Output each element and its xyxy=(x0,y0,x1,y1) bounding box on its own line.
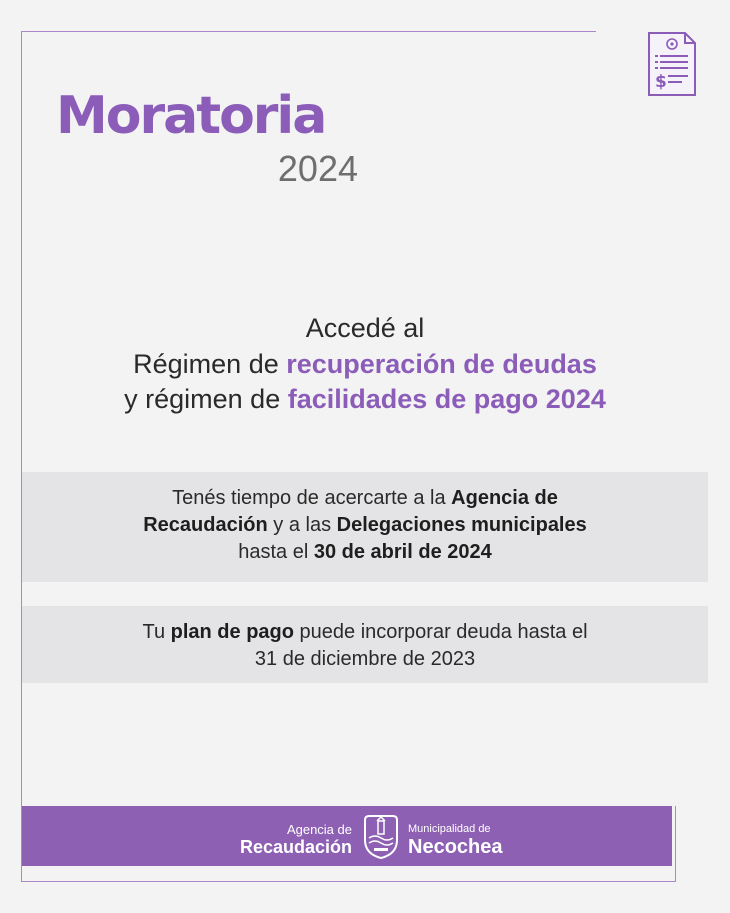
agency-small-label: Agencia de xyxy=(286,822,352,837)
intro-line-2-plain: Régimen de xyxy=(133,349,287,379)
notice-1-text-a: Tenés tiempo de acercarte a la xyxy=(172,487,452,509)
notice-2-line-1 xyxy=(22,619,708,646)
intro-line-3 xyxy=(0,381,730,417)
agency-big-label: Recaudación xyxy=(239,837,352,857)
notice-2-text-a: Tu xyxy=(142,621,171,643)
notice-2-text-c: 31 de diciembre de 2023 xyxy=(254,648,476,670)
page-title: Moratoria xyxy=(56,86,326,146)
frame-line-top xyxy=(21,31,596,32)
footer-bar xyxy=(22,806,672,866)
municipality-logo-text xyxy=(408,822,503,857)
frame-line-left xyxy=(21,31,22,882)
notice-1-bold-c: Delegaciones municipales xyxy=(336,514,587,536)
agency-logo-text xyxy=(202,822,352,857)
notice-deadline-band xyxy=(22,472,708,582)
notice-1-line-2 xyxy=(22,512,708,539)
intro-line-1 xyxy=(0,311,730,345)
frame-line-right xyxy=(675,806,676,882)
intro-line-2-highlight: recuperación de deudas xyxy=(286,349,597,379)
notice-1-text-b: y a las xyxy=(267,514,337,536)
notice-plan-band xyxy=(22,606,708,683)
municipal-seal-icon xyxy=(359,814,403,860)
svg-text:$: $ xyxy=(655,72,667,92)
municipality-big-label: Necochea xyxy=(408,836,503,858)
intro-line-3-plain: y régimen de xyxy=(124,384,288,414)
notice-1-bold-d: 30 de abril de 2024 xyxy=(313,541,492,563)
title-year: 2024 xyxy=(277,148,358,189)
frame-line-bottom xyxy=(21,881,676,882)
notice-1-text-c: hasta el xyxy=(238,541,314,563)
notice-1-line-3 xyxy=(22,539,708,566)
notice-2-line-2 xyxy=(22,646,708,673)
intro-line-2 xyxy=(0,346,730,382)
notice-2-text-b: puede incorporar deuda hasta el xyxy=(293,621,588,643)
intro-line-3-highlight: facilidades de pago 2024 xyxy=(287,384,606,414)
notice-1-line-1 xyxy=(22,485,708,512)
notice-2-bold-a: plan de pago xyxy=(170,621,294,643)
municipality-small-label: Municipalidad de xyxy=(408,823,491,835)
notice-1-bold-a: Agencia de xyxy=(451,487,558,509)
invoice-document-icon xyxy=(647,31,697,97)
notice-1-bold-b: Recaudación xyxy=(143,514,268,536)
intro-line-1-text: Accedé al xyxy=(305,313,425,343)
